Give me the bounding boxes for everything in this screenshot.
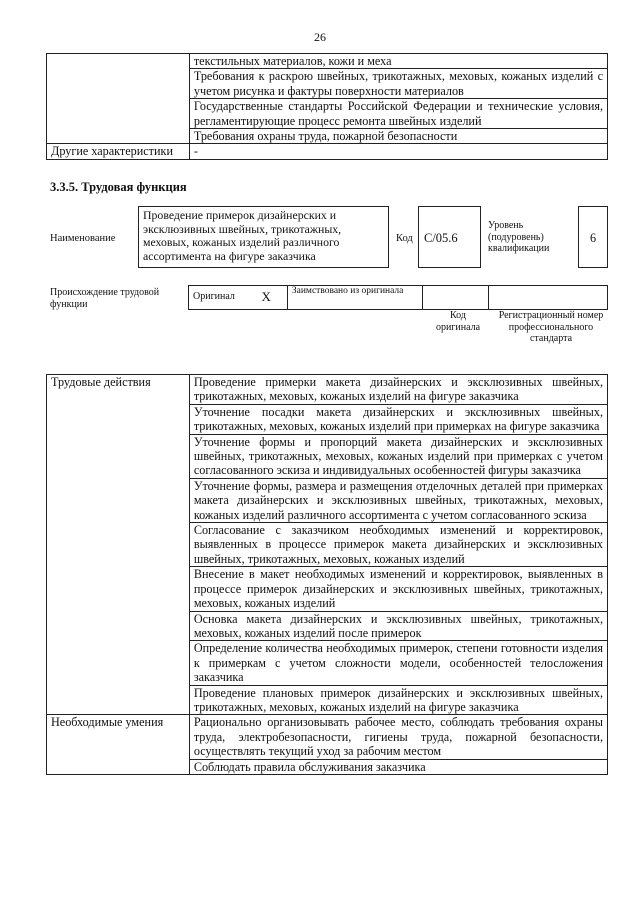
level-value: 6 — [589, 231, 597, 245]
top-table — [46, 53, 608, 160]
table-row — [47, 375, 608, 405]
other-characteristics-value: - — [189, 144, 607, 159]
name-value: Проведение примерок дизайнерских и эксклюзивных швейных, трикотажных, меховых, кожаных изделий различного ассортимента на фигуре заказчика — [143, 208, 342, 263]
table-row — [47, 715, 608, 759]
code-value: C/05.6 — [424, 231, 458, 245]
table-row — [47, 144, 608, 159]
table-cell-empty — [47, 54, 190, 144]
action-item: Основка макета дизайнерских и эксклюзивных швейных, трикотажных, меховых, кожаных изделий после примерок — [189, 611, 607, 641]
name-label: Наименование — [50, 233, 116, 244]
table-cell: текстильных материалов, кожи и меха — [189, 54, 607, 69]
action-item: Уточнение формы и пропорций макета дизайнерских и эксклюзивных швейных, трикотажных, меховых, кожаных изделий при примерках с учетом согласованного эскиза и индивидуальных особенностей фигуры заказчика — [189, 434, 607, 478]
action-item: Уточнение формы, размера и размещения отделочных деталей при примерках макета дизайнерских и эксклюзивных швейных, трикотажных, меховых, кожаных изделий различного ассортимента с учетом согласованного эскиза — [189, 478, 607, 522]
level-box — [578, 206, 608, 268]
actions-label: Трудовые действия — [47, 375, 190, 715]
table-cell: Требования охраны труда, пожарной безопасности — [189, 129, 607, 144]
action-item: Проведение плановых примерок дизайнерских и эксклюзивных швейных, трикотажных, меховых, кожаных изделий на фигуре заказчика — [189, 685, 607, 715]
main-table — [46, 374, 608, 775]
code-original-cell — [422, 286, 489, 310]
code-label: Код — [396, 233, 413, 244]
reg-number-label: Регистрационный номер профессионального стандарта — [498, 310, 604, 344]
original-mark: X — [245, 286, 287, 310]
origin-label: Происхождение трудовой функции — [50, 287, 160, 310]
action-item: Определение количества необходимых примерок, степени готовности изделия к примеркам с учетом сложности модели, особенностей телосложения заказчика — [189, 641, 607, 685]
code-original-label: Код оригинала — [435, 310, 481, 333]
origin-table — [188, 285, 608, 310]
level-label: Уровень (подуровень) квалификации — [488, 220, 550, 254]
name-box — [138, 206, 389, 268]
other-characteristics-label: Другие характеристики — [47, 144, 190, 159]
action-item: Согласование с заказчиком необходимых изменений и корректировок, выявленных в процессе примерок макета дизайнерских и эксклюзивных швейных, трикотажных, меховых, кожаных изделий — [189, 523, 607, 567]
table-row — [189, 286, 608, 310]
code-box — [418, 206, 481, 268]
reg-number-cell — [489, 286, 608, 310]
action-item: Проведение примерки макета дизайнерских и эксклюзивных швейных, трикотажных, меховых, кожаных изделий на фигуре заказчика — [189, 375, 607, 405]
page-number: 26 — [314, 30, 326, 44]
skills-label: Необходимые умения — [47, 715, 190, 775]
action-item: Внесение в макет необходимых изменений и корректировок, выявленных в процессе примерок дизайнерских и эксклюзивных швейных, трикотажных, меховых, кожаных изделий — [189, 567, 607, 611]
skill-item: Рационально организовывать рабочее место, соблюдать требования охраны труда, электробезопасности, гигиены труда, пожарной безопасности, осуществлять текущий уход за рабочим местом — [189, 715, 607, 759]
table-cell: Государственные стандарты Российской Федерации и технические условия, регламентирующие процесс ремонта швейных изделий — [189, 99, 607, 129]
table-cell: Требования к раскрою швейных, трикотажных, меховых, кожаных изделий с учетом рисунка и фактуры поверхности материалов — [189, 69, 607, 99]
table-row — [47, 54, 608, 69]
original-label: Оригинал — [189, 286, 246, 310]
section-title: 3.3.5. Трудовая функция — [50, 180, 187, 194]
action-item: Уточнение посадки макета дизайнерских и эксклюзивных швейных, трикотажных, меховых, кожаных изделий при примерках на фигуре заказчика — [189, 404, 607, 434]
borrowed-label: Заимствовано из оригинала — [287, 286, 422, 310]
skill-item: Соблюдать правила обслуживания заказчика — [189, 759, 607, 774]
